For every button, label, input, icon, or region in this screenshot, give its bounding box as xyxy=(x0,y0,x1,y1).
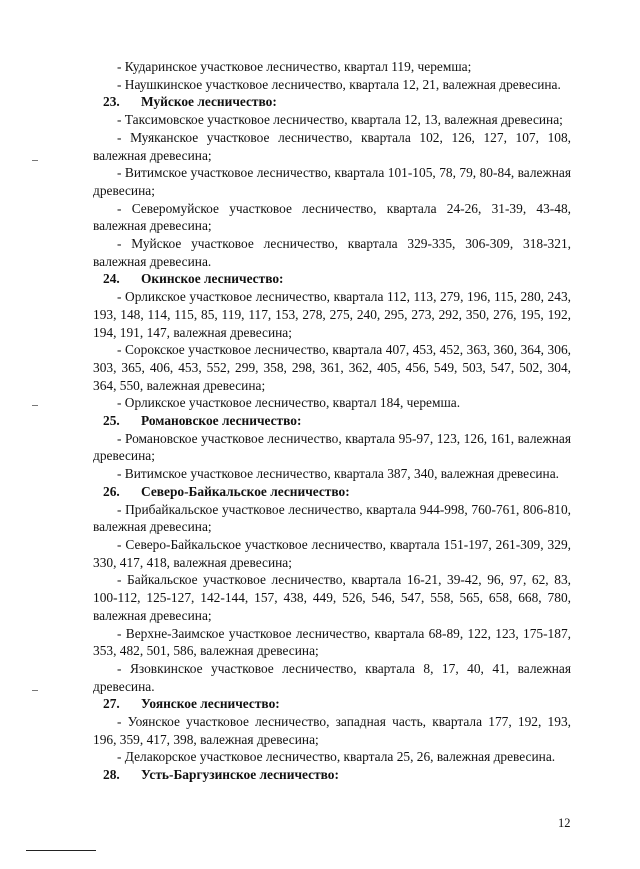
list-item: - Верхне-Заимское участковое лесничество, квартала 68-89, 122, 123, 175-187, 353, 482, 501, 586, валежная древесина; xyxy=(93,625,571,659)
section-heading-27: 27. Уоянское лесничество: xyxy=(103,696,280,712)
list-item: - Романовское участковое лесничество, квартала 95-97, 123, 126, 161, валежная древесина; xyxy=(93,430,571,464)
section-heading-23: 23. Муйское лесничество: xyxy=(103,94,277,110)
list-item: - Сорокское участковое лесничество, квартала 407, 453, 452, 363, 360, 364, 306, 303, 365, 406, 453, 552, 299, 358, 298, 361, 362, 405, 456, 549, 503, 547, 502, 304, 364, 550, валежная древесина; xyxy=(93,342,571,393)
list-item: - Таксимовское участковое лесничество, квартала 12, 13, валежная древесина; xyxy=(117,112,563,128)
list-item: - Муйское участковое лесничество, квартала 329-335, 306-309, 318-321, валежная древесина. xyxy=(93,236,571,269)
list-item: - Орликское участковое лесничество, квартала 112, 113, 279, 196, 115, 280, 243, 193, 148, 114, 115, 85, 119, 117, 153, 278, 275, 240, 295, 273, 292, 350, 276, 195, 192, 194, 191, 147, валежная древесина; xyxy=(93,289,571,340)
list-item: - Прибайкальское участковое лесничество, квартала 944-998, 760-761, 806-810, валежная древесина; xyxy=(93,501,571,535)
section-heading-28: 28. Усть-Баргузинское лесничество: xyxy=(103,767,339,783)
list-item: - Язовкинское участковое лесничество, квартала 8, 17, 40, 41, валежная древесина. xyxy=(93,660,571,694)
footer-rule xyxy=(26,850,96,851)
list-item: - Витимское участковое лесничество, квартала 387, 340, валежная древесина. xyxy=(117,466,560,482)
section-heading-24: 24. Окинское лесничество: xyxy=(103,271,284,287)
list-item: - Делакорское участковое лесничество, квартала 25, 26, валежная древесина. xyxy=(117,749,556,765)
document-body xyxy=(93,58,571,784)
paragraph-kudarinskoe: - Кударинское участковое лесничество, квартал 119, черемша; xyxy=(117,59,472,74)
section-heading-26: 26. Северо-Байкальское лесничество: xyxy=(103,483,350,499)
list-item: - Муяканское участковое лесничество, квартала 102, 126, 127, 107, 108, валежная древесина; xyxy=(93,129,571,163)
list-item: - Северо-Байкальское участковое лесничество, квартала 151-197, 261-309, 329, 330, 417, 418, валежная древесина; xyxy=(93,536,571,570)
paragraph-naushkinskoe: - Наушкинское участковое лесничество, квартала 12, 21, валежная древесина. xyxy=(117,76,561,92)
list-item: - Витимское участковое лесничество, квартала 101-105, 78, 79, 80-84, валежная древесина; xyxy=(93,165,571,198)
scan-margin-mark xyxy=(32,405,38,406)
page-number: 12 xyxy=(558,816,571,830)
list-item: - Байкальское участковое лесничество, квартала 16-21, 39-42, 96, 97, 62, 83, 100-112, 125-127, 142-144, 157, 438, 449, 526, 546, 547, 558, 565, 658, 668, 780, валежная древесина; xyxy=(93,572,571,623)
list-item: - Уоянское участковое лесничество, западная часть, квартала 177, 192, 193, 196, 359, 417, 398, валежная древесина; xyxy=(93,714,571,747)
section-heading-25: 25. Романовское лесничество: xyxy=(103,413,302,429)
list-item: - Северомуйское участковое лесничество, квартала 24-26, 31-39, 43-48, валежная древесина; xyxy=(93,200,571,234)
scan-margin-mark xyxy=(32,690,38,691)
scan-margin-mark xyxy=(32,160,38,161)
list-item: - Орликское участковое лесничество, квартал 184, черемша. xyxy=(117,395,461,411)
